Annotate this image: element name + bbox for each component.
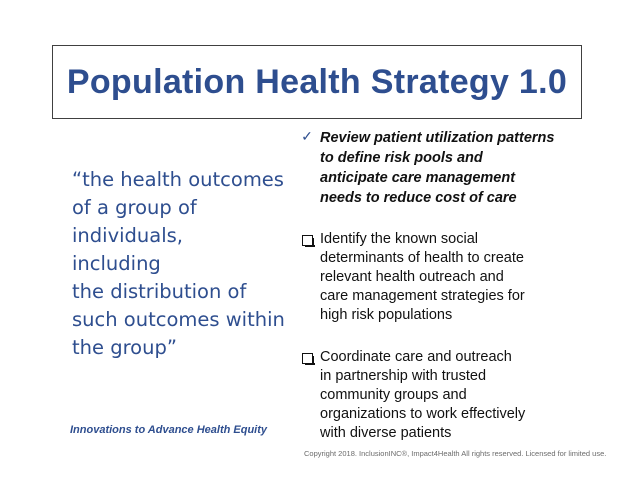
bullet-line: high risk populations (320, 307, 453, 323)
quote-line: “the health outcomes (72, 168, 284, 191)
bullet-line: relevant health outreach and (320, 269, 504, 285)
bullet-list (298, 128, 618, 443)
bullet-line: determinants of health to create (320, 250, 524, 266)
bullet-line: Coordinate care and outreach (320, 349, 512, 365)
bullet-item (298, 128, 618, 208)
attribution: Innovations to Advance Health Equity (70, 424, 268, 436)
bullet-line: anticipate care management (320, 170, 516, 186)
bullet-line: care management strategies for (320, 288, 525, 304)
checkmark-icon: ✓ (301, 128, 313, 144)
bullet-line: with diverse patients (320, 425, 452, 441)
quote-line: the group” (72, 336, 177, 359)
quote-line: the distribution of (72, 280, 247, 303)
title-box (52, 45, 582, 119)
definition-quote (72, 166, 292, 362)
bullet-line: Identify the known social (320, 231, 478, 247)
bullet-item (298, 348, 618, 443)
bullet-line: community groups and (320, 387, 467, 403)
quote-line: individuals, (72, 224, 183, 247)
checkbox-icon (298, 232, 316, 250)
bullet-item (298, 230, 618, 325)
bullet-line: organizations to work effectively (320, 406, 526, 422)
quote-line: including (72, 252, 161, 275)
checkbox-icon (298, 350, 316, 368)
bullet-line: to define risk pools and (320, 150, 483, 166)
quote-line: such outcomes within (72, 308, 285, 331)
bullet-line: needs to reduce cost of care (320, 190, 517, 206)
copyright-notice: Copyright 2018. InclusionINC®, Impact4Health All rights reserved. Licensed for limited use. (304, 449, 607, 458)
bullet-line: Review patient utilization patterns (320, 130, 555, 146)
bullet-line: in partnership with trusted (320, 368, 487, 384)
quote-line: of a group of (72, 196, 197, 219)
slide-title: Population Health Strategy 1.0 (66, 62, 568, 101)
